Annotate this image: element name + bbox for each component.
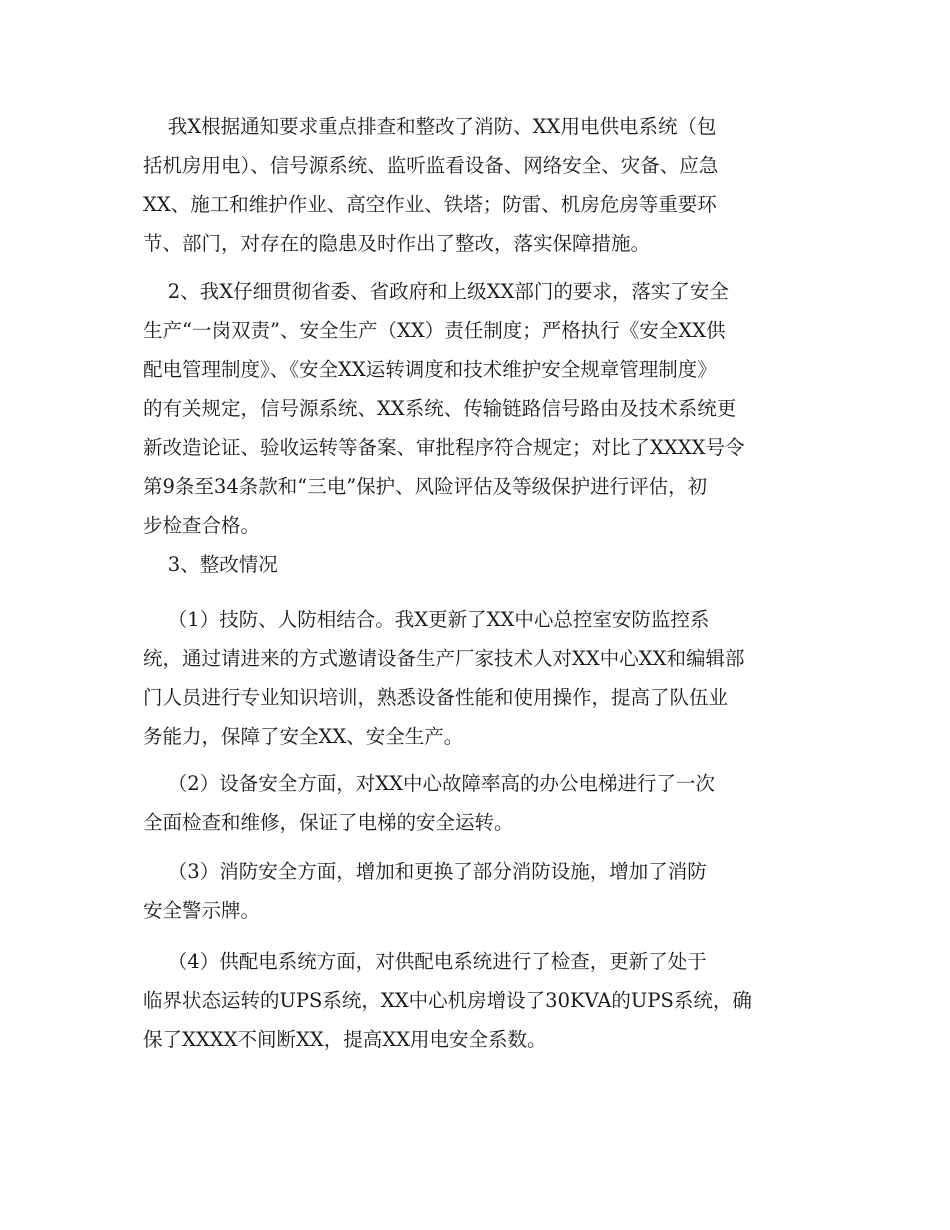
text-line: 生产“一岗双责”、安全生产（XX）责任制度；严格执行《安全XX供 (143, 319, 726, 342)
paragraph-inspection-scope (143, 107, 718, 263)
paragraph-rectification-1 (143, 600, 745, 756)
text-line: 2、我X仔细贯彻省委、省政府和上级XX部门的要求，落实了安全 (143, 280, 729, 303)
text-line: 的有关规定，信号源系统、XX系统、传输链路信号路由及技术系统更 (143, 397, 737, 420)
text-line: 新改造论证、验收运转等备案、审批程序符合规定；对比了XXXX号令 (143, 436, 745, 459)
text-line: 务能力，保障了安全XX、安全生产。 (143, 725, 464, 748)
text-line: （3）消防安全方面，增加和更换了部分消防设施，增加了消防 (143, 860, 707, 883)
text-line: 安全警示牌。 (143, 899, 261, 922)
text-line: 第9条至34条款和“三电”保护、风险评估及等级保护进行评估，初 (143, 475, 708, 498)
paragraph-rectification-4 (143, 942, 752, 1059)
text-line: 我X根据通知要求重点排查和整改了消防、XX用电供电系统（包 (143, 115, 717, 138)
text-line: 全面检查和维修，保证了电梯的安全运转。 (143, 811, 514, 834)
paragraph-item-2 (143, 272, 745, 545)
paragraph-item-3-heading (143, 545, 278, 584)
paragraph-rectification-2 (143, 764, 715, 842)
text-line: 门人员进行专业知识培训，熟悉设备性能和使用操作，提高了队伍业 (143, 686, 729, 709)
text-line: 步检查合格。 (143, 514, 261, 537)
text-line: 括机房用电）、信号源系统、监听监看设备、网络安全、灾备、应急 (143, 154, 719, 177)
text-line: 配电管理制度》、《安全XX运转调度和技术维护安全规章管理制度》 (143, 358, 717, 381)
text-line: （1）技防、人防相结合。我X更新了XX中心总控室安防监控系 (143, 608, 710, 631)
text-line: （4）供配电系统方面，对供配电系统进行了检查，更新了处于 (143, 950, 707, 973)
text-line: 保了XXXX不间断XX，提高XX用电安全系数。 (143, 1028, 547, 1051)
text-line: 节、部门，对存在的隐患及时作出了整改，落实保障措施。 (143, 232, 651, 255)
text-line: 临界状态运转的UPS系统，XX中心机房增设了30KVA的UPS系统，确 (143, 989, 752, 1012)
section-heading: 3、整改情况 (143, 553, 278, 576)
text-line: （2）设备安全方面，对XX中心故障率高的办公电梯进行了一次 (143, 772, 715, 795)
text-line: 统，通过请进来的方式邀请设备生产厂家技术人对XX中心XX和编辑部 (143, 647, 745, 670)
text-line: XX、施工和维护作业、高空作业、铁塔；防雷、机房危房等重要环 (143, 193, 717, 216)
paragraph-rectification-3 (143, 852, 707, 930)
